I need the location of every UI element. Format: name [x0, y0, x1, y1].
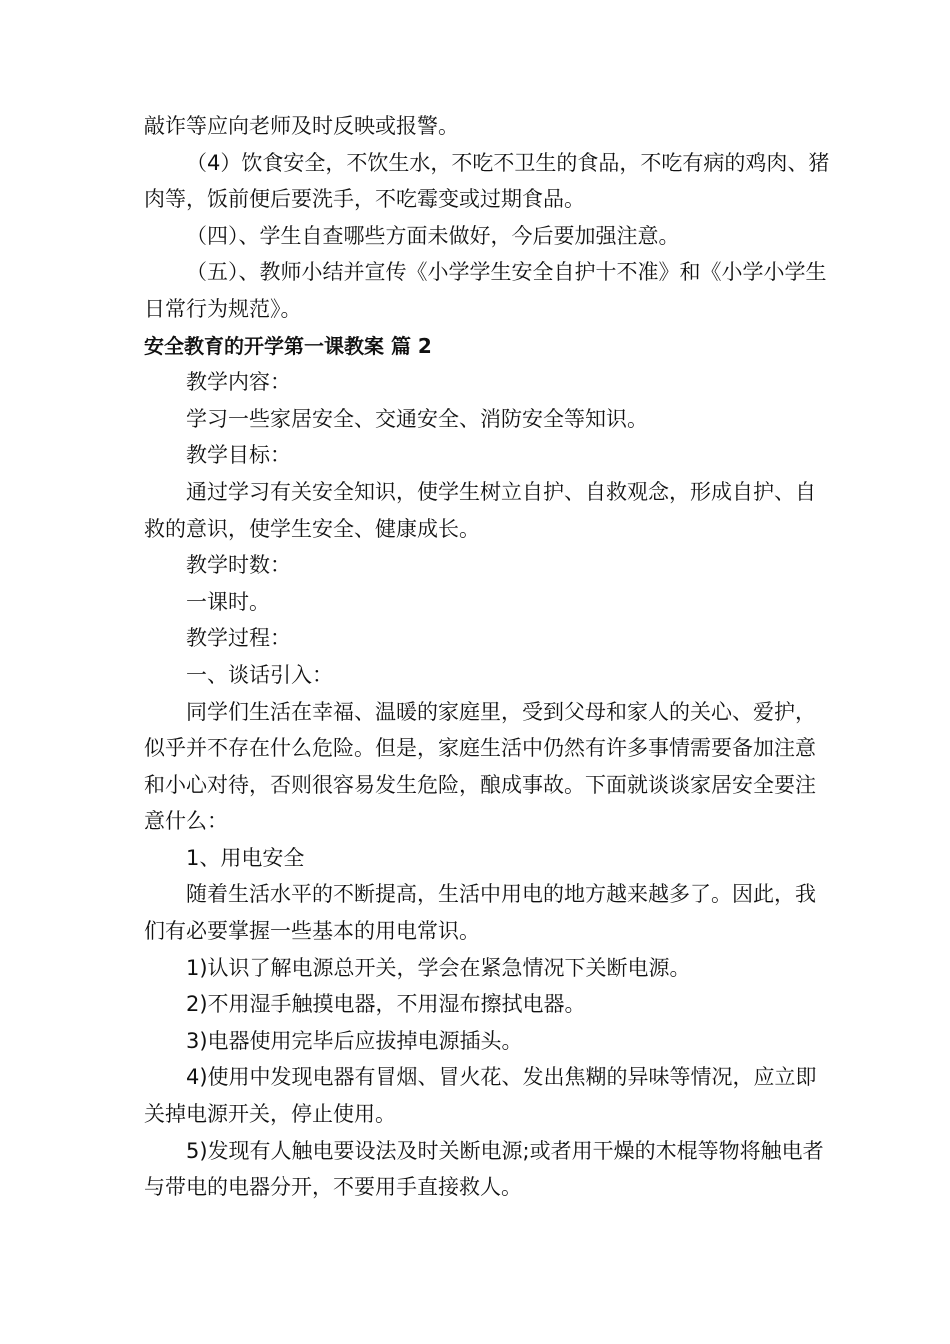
- paragraph: 教学内容：: [186, 370, 291, 395]
- paragraph: 同学们生活在幸福、温暖的家庭里，受到父母和家人的关心、爱护，似乎并不存在什么危险。但是，家庭生活中仍然有许多事情需要备加注意和小心对待，否则很容易发生危险，酿成事故。下面就谈谈家居安全要注意什么：: [144, 699, 816, 834]
- paragraph: 教学时数：: [186, 553, 291, 578]
- paragraph: 5)发现有人触电要设法及时关断电源;或者用干燥的木棍等物将触电者与带电的电器分开，不要用手直接救人。: [144, 1138, 824, 1200]
- paragraph: 随着生活水平的不断提高，生活中用电的地方越来越多了。因此，我们有必要掌握一些基本的用电常识。: [144, 882, 816, 944]
- paragraph: 2)不用湿手触摸电器，不用湿布擦拭电器。: [186, 992, 586, 1017]
- paragraph: 学习一些家居安全、交通安全、消防安全等知识。: [186, 406, 648, 431]
- paragraph: 3)电器使用完毕后应拔掉电源插头。: [186, 1028, 523, 1053]
- paragraph: 4)使用中发现电器有冒烟、冒火花、发出焦糊的异味等情况，应立即关掉电源开关，停止使用。: [144, 1065, 817, 1127]
- paragraph: （4）饮食安全，不饮生水，不吃不卫生的食品，不吃有病的鸡肉、猪肉等，饭前便后要洗手，不吃霉变或过期食品。: [144, 150, 830, 212]
- document-page: [144, 108, 834, 1206]
- paragraph: 教学目标：: [186, 443, 291, 468]
- paragraph: （四）、学生自查哪些方面未做好，今后要加强注意。: [186, 223, 680, 248]
- section-heading: 安全教育的开学第一课教案 篇 2: [144, 333, 432, 358]
- paragraph: 教学过程：: [186, 626, 291, 651]
- paragraph: 一、谈话引入：: [186, 662, 333, 687]
- paragraph: 一课时。: [186, 589, 270, 614]
- paragraph: 1、用电安全: [186, 845, 305, 870]
- paragraph: 1)认识了解电源总开关，学会在紧急情况下关断电源。: [186, 955, 691, 980]
- paragraph: 通过学习有关安全知识，使学生树立自护、自救观念，形成自护、自救的意识，使学生安全、健康成长。: [144, 479, 816, 541]
- paragraph: 敲诈等应向老师及时反映或报警。: [144, 114, 459, 138]
- paragraph: （五）、教师小结并宣传《小学学生安全自护十不准》和《小学小学生日常行为规范》。: [144, 260, 827, 321]
